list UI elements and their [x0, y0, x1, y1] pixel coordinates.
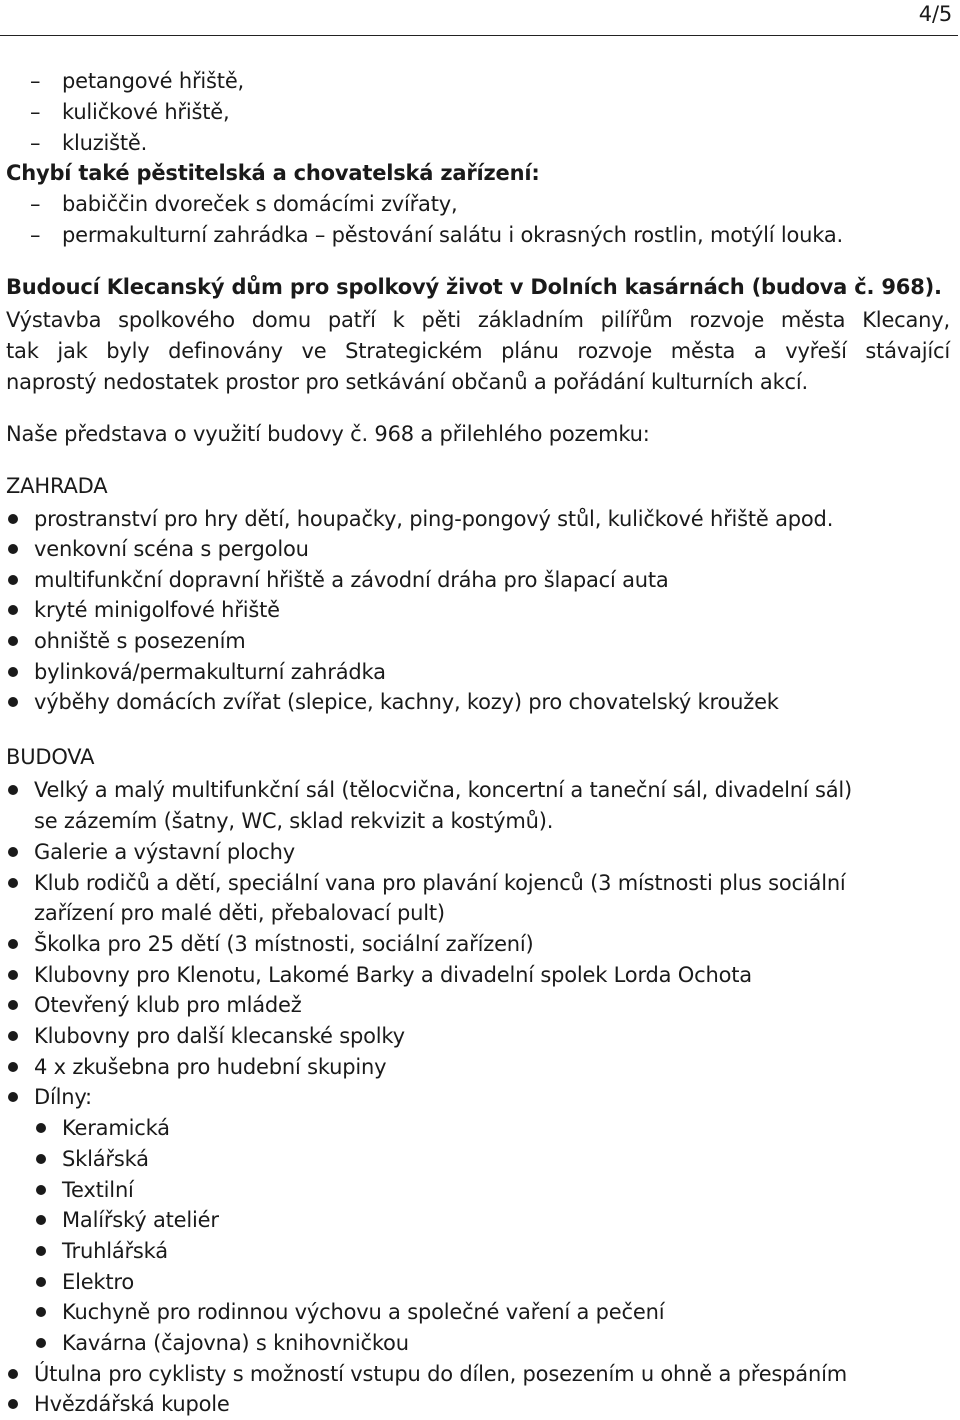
list-item — [6, 66, 244, 96]
bullet-icon — [36, 1123, 46, 1133]
list-item-text: Klubovny pro Klenotu, Lakomé Barky a divadelní spolek Lorda Ochota — [34, 963, 752, 987]
list-item — [6, 775, 852, 805]
bullet-icon — [8, 1369, 18, 1379]
bullet-icon — [8, 847, 18, 857]
list-item — [6, 565, 669, 595]
sub-list-item — [34, 1144, 149, 1174]
list-item — [6, 189, 457, 219]
bullet-icon — [36, 1246, 46, 1256]
bullet-icon — [36, 1154, 46, 1164]
list-item-text: petangové hřiště, — [62, 69, 245, 93]
sub-list-item — [34, 1267, 134, 1297]
list-item — [6, 687, 779, 717]
list-item-text: Kuchyně pro rodinnou výchovu a společné vaření a pečení — [62, 1300, 665, 1324]
sub-list-item — [34, 1175, 134, 1205]
sub-list-item — [34, 1205, 219, 1235]
list-item-text: multifunkční dopravní hřiště a závodní dráha pro šlapací auta — [34, 568, 669, 592]
bullet-icon — [8, 939, 18, 949]
dash-marker: – — [30, 69, 41, 93]
list-item — [6, 128, 147, 158]
sub-list-item — [34, 1236, 168, 1266]
list-item-text: kluziště. — [62, 131, 148, 155]
bullet-icon — [36, 1307, 46, 1317]
list-item-text: Sklářská — [62, 1147, 149, 1171]
vision-line: Naše představa o využití budovy č. 968 a přilehlého pozemku: — [6, 422, 650, 446]
list-item — [6, 1359, 847, 1389]
sub-list-item — [34, 1328, 409, 1358]
list-item-text: Truhlářská — [62, 1239, 168, 1263]
list-item — [6, 1082, 92, 1112]
breeding-heading: Chybí také pěstitelská a chovatelská zařízení: — [6, 161, 540, 185]
list-item-text: Keramická — [62, 1116, 170, 1140]
paragraph-line: Výstavba spolkového domu patří k pěti základním pilířům rozvoje města Klecany, — [6, 308, 950, 332]
list-item-text: Galerie a výstavní plochy — [34, 840, 295, 864]
dash-marker: – — [30, 192, 41, 216]
section-title: Budoucí Klecanský dům pro spolkový život v Dolních kasárnách (budova č. 968). — [6, 275, 942, 299]
list-item — [6, 990, 302, 1020]
list-item-text: prostranství pro hry dětí, houpačky, ping-pongový stůl, kuličkové hřiště apod. — [34, 507, 834, 531]
list-item — [6, 1052, 386, 1082]
list-item — [6, 220, 843, 250]
list-item-continuation: se zázemím (šatny, WC, sklad rekvizit a kostýmů). — [34, 809, 554, 833]
list-item-text: permakulturní zahrádka – pěstování salátu i okrasných rostlin, motýlí louka. — [62, 223, 843, 247]
list-item-text: Útulna pro cyklisty s možností vstupu do dílen, posezením u ohně a přespáním — [34, 1362, 847, 1386]
bullet-icon — [8, 785, 18, 795]
bullet-icon — [36, 1338, 46, 1348]
list-item-text: kuličkové hřiště, — [62, 100, 230, 124]
list-item-text: Klubovny pro další klecanské spolky — [34, 1024, 405, 1048]
bullet-icon — [8, 544, 18, 554]
list-item-text: 4 x zkušebna pro hudební skupiny — [34, 1055, 387, 1079]
building-heading: BUDOVA — [6, 745, 95, 769]
bullet-icon — [8, 1062, 18, 1072]
list-item — [6, 1021, 405, 1051]
dash-marker: – — [30, 100, 41, 124]
bullet-icon — [8, 697, 18, 707]
list-item-text: venkovní scéna s pergolou — [34, 537, 309, 561]
bullet-icon — [8, 1399, 18, 1409]
bullet-icon — [36, 1185, 46, 1195]
bullet-icon — [8, 575, 18, 585]
bullet-icon — [8, 1031, 18, 1041]
list-item — [6, 97, 229, 127]
page-number: 4/5 — [918, 2, 952, 26]
list-item — [6, 534, 309, 564]
list-item — [6, 1389, 230, 1419]
sub-list-item — [34, 1297, 664, 1327]
list-item — [6, 929, 534, 959]
list-item — [6, 595, 280, 625]
list-item-text: Kavárna (čajovna) s knihovničkou — [62, 1331, 409, 1355]
bullet-icon — [36, 1277, 46, 1287]
list-item-text: kryté minigolfové hřiště — [34, 598, 280, 622]
list-item-text: bylinková/permakulturní zahrádka — [34, 660, 386, 684]
bullet-icon — [8, 636, 18, 646]
list-item-continuation: zařízení pro malé děti, přebalovací pult) — [34, 901, 445, 925]
dash-marker: – — [30, 131, 41, 155]
list-item — [6, 504, 833, 534]
bullet-icon — [8, 667, 18, 677]
bullet-icon — [8, 970, 18, 980]
bullet-icon — [36, 1215, 46, 1225]
list-item — [6, 837, 295, 867]
list-item-text: babiččin dvoreček s domácími zvířaty, — [62, 192, 458, 216]
list-item-text: Elektro — [62, 1270, 135, 1294]
sub-list-item — [34, 1113, 170, 1143]
list-item-text: ohniště s posezením — [34, 629, 246, 653]
garden-heading: ZAHRADA — [6, 474, 108, 498]
bullet-icon — [8, 605, 18, 615]
bullet-icon — [8, 1000, 18, 1010]
list-item-text: Velký a malý multifunkční sál (tělocvična, koncertní a taneční sál, divadelní sál) — [34, 778, 853, 802]
list-item-text: Textilní — [62, 1178, 134, 1202]
list-item — [6, 657, 386, 687]
header-rule — [0, 35, 958, 36]
list-item-text: Klub rodičů a dětí, speciální vana pro plavání kojenců (3 místnosti plus sociální — [34, 871, 846, 895]
bullet-icon — [8, 878, 18, 888]
bullet-icon — [8, 1092, 18, 1102]
list-item-text: Dílny: — [34, 1085, 92, 1109]
list-item — [6, 626, 245, 656]
dash-marker: – — [30, 223, 41, 247]
list-item-text: Malířský ateliér — [62, 1208, 219, 1232]
list-item — [6, 960, 752, 990]
list-item-text: Hvězdářská kupole — [34, 1392, 230, 1416]
list-item-text: Školka pro 25 dětí (3 místnosti, sociální zařízení) — [34, 932, 534, 956]
paragraph-line: tak jak byly definovány ve Strategickém plánu rozvoje města a vyřeší stávající — [6, 339, 950, 363]
list-item-text: výběhy domácích zvířat (slepice, kachny, kozy) pro chovatelský kroužek — [34, 690, 779, 714]
list-item-text: Otevřený klub pro mládež — [34, 993, 302, 1017]
paragraph-line: naprostý nedostatek prostor pro setkávání občanů a pořádání kulturních akcí. — [6, 370, 808, 394]
list-item — [6, 868, 846, 898]
bullet-icon — [8, 514, 18, 524]
